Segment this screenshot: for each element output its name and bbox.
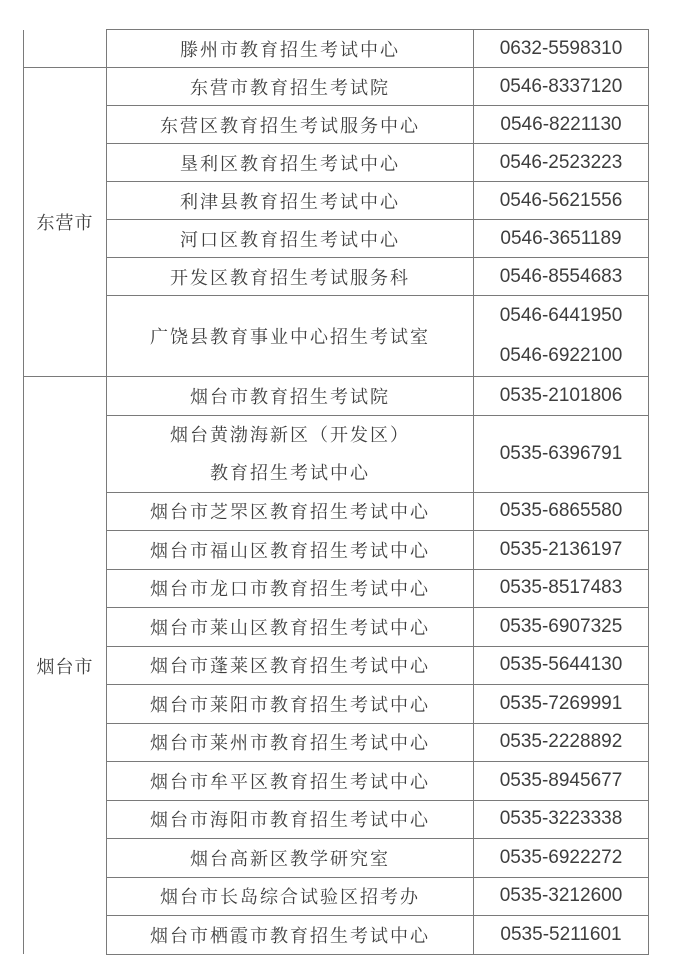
table-row	[24, 916, 649, 955]
table-row	[24, 608, 649, 647]
phone-cell: 0546-5621556	[474, 182, 649, 220]
table-row	[24, 30, 649, 68]
org-cell: 广饶县教育事业中心招生考试室	[107, 296, 474, 377]
city-cell-dongying: 东营市	[24, 68, 107, 377]
city-cell	[24, 30, 107, 68]
table-row	[24, 182, 649, 220]
phone-cell: 0535-8945677	[474, 762, 649, 801]
org-cell	[107, 415, 474, 492]
phone-cell: 0535-6396791	[474, 415, 649, 492]
org-line: 教育招生考试中心	[210, 462, 370, 483]
phone-line: 0546-6922100	[499, 345, 623, 366]
org-cell: 烟台市海阳市教育招生考试中心	[107, 800, 474, 839]
org-line: 烟台黄渤海新区（开发区）	[170, 424, 410, 445]
table-row	[24, 800, 649, 839]
table-row	[24, 492, 649, 531]
phone-cell: 0535-3212600	[474, 877, 649, 916]
org-cell: 烟台市芝罘区教育招生考试中心	[107, 492, 474, 531]
org-cell: 东营区教育招生考试服务中心	[107, 106, 474, 144]
org-cell: 烟台市莱州市教育招生考试中心	[107, 723, 474, 762]
table-row	[24, 258, 649, 296]
org-cell: 垦利区教育招生考试中心	[107, 144, 474, 182]
phone-cell: 0535-6922272	[474, 839, 649, 878]
phone-cell: 0546-8221130	[474, 106, 649, 144]
table-row	[24, 415, 649, 492]
table-row	[24, 569, 649, 608]
phone-cell: 0535-2228892	[474, 723, 649, 762]
phone-cell: 0535-2136197	[474, 531, 649, 570]
phone-cell: 0546-8554683	[474, 258, 649, 296]
phone-cell: 0535-2101806	[474, 377, 649, 416]
phone-cell: 0632-5598310	[474, 30, 649, 68]
city-cell-yantai: 烟台市	[24, 377, 107, 955]
table-row	[24, 685, 649, 724]
org-cell: 烟台市莱山区教育招生考试中心	[107, 608, 474, 647]
table-row	[24, 839, 649, 878]
org-cell: 滕州市教育招生考试中心	[107, 30, 474, 68]
org-cell: 烟台市福山区教育招生考试中心	[107, 531, 474, 570]
org-cell: 东营市教育招生考试院	[107, 68, 474, 106]
phone-cell: 0535-3223338	[474, 800, 649, 839]
org-cell: 烟台市龙口市教育招生考试中心	[107, 569, 474, 608]
table-row	[24, 220, 649, 258]
phone-cell: 0546-2523223	[474, 144, 649, 182]
org-cell: 烟台市莱阳市教育招生考试中心	[107, 685, 474, 724]
table-row	[24, 106, 649, 144]
phone-cell: 0535-6865580	[474, 492, 649, 531]
table-row	[24, 68, 649, 106]
org-cell: 开发区教育招生考试服务科	[107, 258, 474, 296]
org-cell: 利津县教育招生考试中心	[107, 182, 474, 220]
phone-cell: 0535-6907325	[474, 608, 649, 647]
table-row	[24, 723, 649, 762]
table-row	[24, 877, 649, 916]
org-cell: 烟台市牟平区教育招生考试中心	[107, 762, 474, 801]
phone-cell: 0535-5644130	[474, 646, 649, 685]
table-row	[24, 377, 649, 416]
org-cell: 烟台高新区教学研究室	[107, 839, 474, 878]
phone-cell	[474, 296, 649, 377]
table-row	[24, 296, 649, 377]
phone-cell: 0535-7269991	[474, 685, 649, 724]
phone-cell: 0546-8337120	[474, 68, 649, 106]
phone-cell: 0535-5211601	[474, 916, 649, 955]
phone-cell: 0546-3651189	[474, 220, 649, 258]
org-cell: 烟台市蓬莱区教育招生考试中心	[107, 646, 474, 685]
phone-line: 0546-6441950	[499, 305, 623, 326]
org-cell: 烟台市长岛综合试验区招考办	[107, 877, 474, 916]
table-row	[24, 144, 649, 182]
table-row	[24, 531, 649, 570]
org-cell: 烟台市教育招生考试院	[107, 377, 474, 416]
table-row	[24, 646, 649, 685]
phone-cell: 0535-8517483	[474, 569, 649, 608]
table-row	[24, 762, 649, 801]
org-cell: 河口区教育招生考试中心	[107, 220, 474, 258]
contact-table	[23, 29, 649, 955]
org-cell: 烟台市栖霞市教育招生考试中心	[107, 916, 474, 955]
